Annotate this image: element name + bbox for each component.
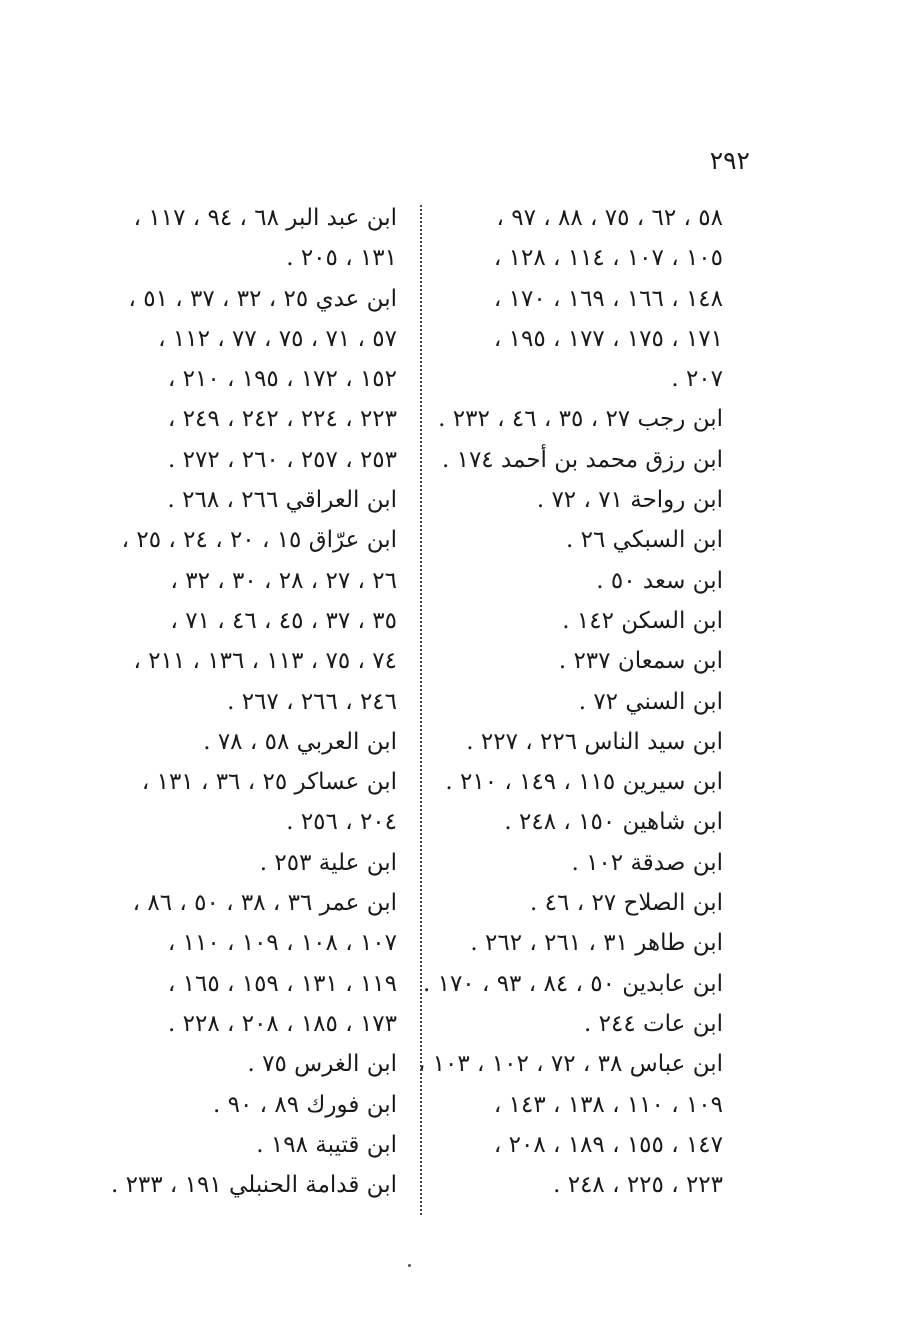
index-line: ابن سيرين ١١٥ ، ١٤٩ ، ٢١٠ . <box>445 769 723 796</box>
footer-dot <box>408 1264 411 1267</box>
index-line: ابن العربي ٥٨ ، ٧٨ . <box>203 728 397 755</box>
index-line: ابن عمر ٣٦ ، ٣٨ ، ٥٠ ، ٨٦ ، <box>132 890 397 917</box>
index-line: ٢٠٤ ، ٢٥٦ . <box>286 809 397 836</box>
index-line: ابن قتيبة ١٩٨ . <box>256 1131 397 1158</box>
index-line: ابن العراقي ٢٦٦ ، ٢٦٨ . <box>167 487 397 514</box>
index-line: ابن سعد ٥٠ . <box>596 567 723 594</box>
index-line: ٢٢٣ ، ٢٢٤ ، ٢٤٢ ، ٢٤٩ ، <box>167 406 397 433</box>
index-line: ١٤٧ ، ١٥٥ ، ١٨٩ ، ٢٠٨ ، <box>493 1131 723 1158</box>
index-line: ابن عبد البر ٦٨ ، ٩٤ ، ١١٧ ، <box>133 205 397 231</box>
index-line: ابن سمعان ٢٣٧ . <box>558 648 723 675</box>
index-line: ابن السني ٧٢ . <box>578 688 723 715</box>
index-line: ١٠٥ ، ١٠٧ ، ١١٤ ، ١٢٨ ، <box>493 245 723 272</box>
index-line: ابن رجب ٢٧ ، ٣٥ ، ٤٦ ، ٢٣٢ . <box>438 406 723 433</box>
index-line: ١٥٢ ، ١٧٢ ، ١٩٥ ، ٢١٠ ، <box>167 366 397 393</box>
index-line: ٥٧ ، ٧١ ، ٧٥ ، ٧٧ ، ١١٢ ، <box>158 325 397 352</box>
index-line: ٧٤ ، ٧٥ ، ١١٣ ، ١٣٦ ، ٢١١ ، <box>133 648 397 675</box>
index-line: ابن فورك ٨٩ ، ٩٠ . <box>213 1091 397 1118</box>
index-line: ٥٨ ، ٦٢ ، ٧٥ ، ٨٨ ، ٩٧ ، <box>496 205 723 231</box>
index-line: ابن سيد الناس ٢٢٦ ، ٢٢٧ . <box>466 728 723 755</box>
index-line: ابن قدامة الحنبلي ١٩١ ، ٢٣٣ . <box>110 1172 397 1199</box>
index-line: ابن شاهين ١٥٠ ، ٢٤٨ . <box>504 809 723 836</box>
index-line: ابن علية ٢٥٣ . <box>259 849 397 876</box>
index-line: ٢٦ ، ٢٧ ، ٢٨ ، ٣٠ ، ٣٢ ، <box>170 567 397 594</box>
index-line: ابن عدي ٢٥ ، ٣٢ ، ٣٧ ، ٥١ ، <box>128 285 397 312</box>
index-line: ٣٥ ، ٣٧ ، ٤٥ ، ٤٦ ، ٧١ ، <box>170 607 397 634</box>
index-line: ابن صدقة ١٠٢ . <box>571 849 723 876</box>
index-line: ابن السكن ١٤٢ . <box>562 607 723 634</box>
index-column-right <box>417 198 723 1205</box>
index-line: ابن الصلاح ٢٧ ، ٤٦ . <box>530 890 723 917</box>
index-line: ابن طاهر ٣١ ، ٢٦١ ، ٢٦٢ . <box>470 930 723 957</box>
index-line: ابن عرّاق ١٥ ، ٢٠ ، ٢٤ ، ٢٥ ، <box>121 527 397 554</box>
index-line: ١٣١ ، ٢٠٥ . <box>286 245 397 272</box>
index-line: ابن رواحة ٧١ ، ٧٢ . <box>536 487 723 514</box>
index-line: ابن عباس ٣٨ ، ٧٢ ، ١٠٢ ، ١٠٣ ، <box>417 1051 723 1078</box>
index-line: ١٠٧ ، ١٠٨ ، ١٠٩ ، ١١٠ ، <box>167 930 397 957</box>
index-column-left <box>79 198 397 1205</box>
index-line: ١٧١ ، ١٧٥ ، ١٧٧ ، ١٩٥ ، <box>493 325 723 352</box>
index-line: ٢٢٣ ، ٢٢٥ ، ٢٤٨ . <box>553 1172 723 1199</box>
index-line: ١٧٣ ، ١٨٥ ، ٢٠٨ ، ٢٢٨ . <box>167 1010 397 1037</box>
index-line: ابن الغرس ٧٥ . <box>247 1051 397 1078</box>
index-line: ٢٥٣ ، ٢٥٧ ، ٢٦٠ ، ٢٧٢ . <box>167 446 397 473</box>
index-line: ابن عساكر ٢٥ ، ٣٦ ، ١٣١ ، <box>141 769 397 796</box>
page-number: ٢٩٢ <box>709 146 750 175</box>
index-line: ابن عات ٢٤٤ . <box>584 1010 723 1037</box>
index-line: ابن عابدين ٥٠ ، ٨٤ ، ٩٣ ، ١٧٠ . <box>422 970 723 997</box>
index-line: ١٠٩ ، ١١٠ ، ١٣٨ ، ١٤٣ ، <box>493 1091 723 1118</box>
index-line: ابن رزق محمد بن أحمد ١٧٤ . <box>441 446 723 473</box>
index-line: ١٤٨ ، ١٦٦ ، ١٦٩ ، ١٧٠ ، <box>493 285 723 312</box>
index-line: ١١٩ ، ١٣١ ، ١٥٩ ، ١٦٥ ، <box>167 970 397 997</box>
index-line: ٢٠٧ . <box>671 366 723 393</box>
column-divider <box>420 205 422 1215</box>
index-line: ٢٤٦ ، ٢٦٦ ، ٢٦٧ . <box>227 688 397 715</box>
index-line: ابن السبكي ٢٦ . <box>566 527 723 554</box>
